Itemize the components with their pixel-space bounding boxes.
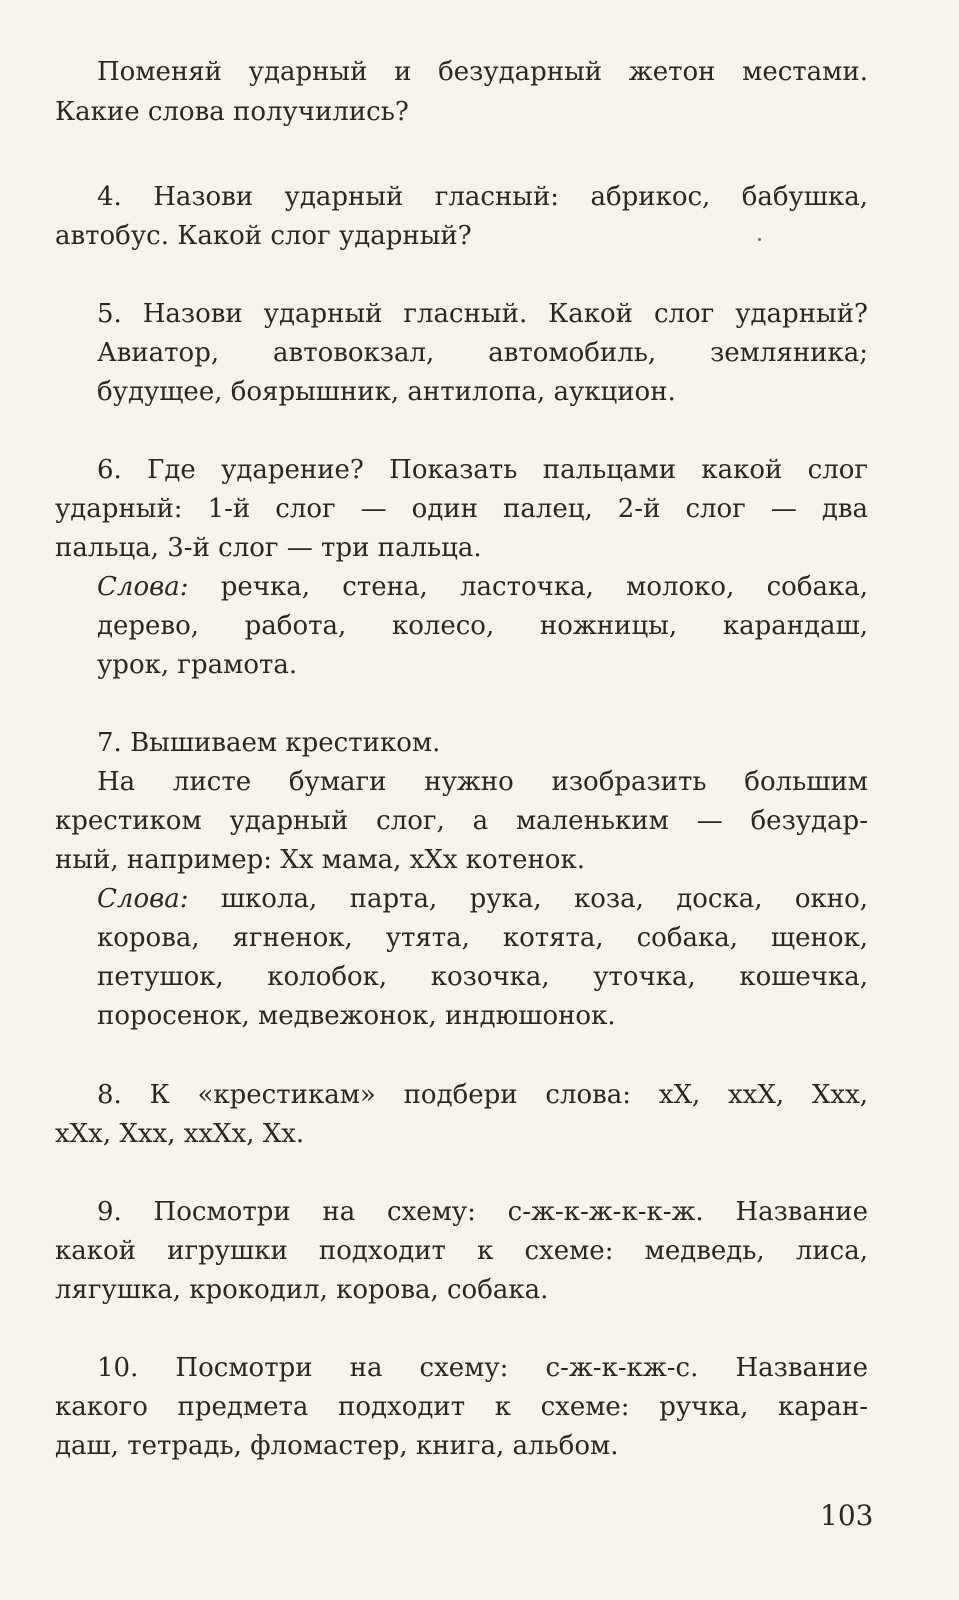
task-10-line: какого предмета подходит к схеме: ручка, каран- <box>55 1392 868 1422</box>
print-speck <box>758 238 761 241</box>
task-10-line: 10. Посмотри на схему: с-ж-к-кж-с. Название <box>97 1353 868 1383</box>
task-7-line: поросенок, медвежонок, индюшонок. <box>97 1001 616 1031</box>
task-7-words-line <box>0 877 959 921</box>
task-7-line: На листе бумаги нужно изобразить большим <box>97 767 868 797</box>
task-6-words-line <box>0 565 959 609</box>
task-8-line: хХх, Ххх, ххХх, Хх. <box>55 1119 305 1149</box>
task-4-line: автобус. Какой слог ударный? <box>55 221 472 251</box>
words-label: Слова: <box>97 884 189 914</box>
words-list: школа, парта, рука, коза, доска, окно, <box>188 884 868 914</box>
task-6-line: 6. Где ударение? Показать пальцами какой слог <box>97 455 868 485</box>
task-7-line: ный, например: Хх мама, хХх котенок. <box>55 845 585 875</box>
words-label: Слова: <box>97 572 189 602</box>
task-10-line: даш, тетрадь, фломастер, книга, альбом. <box>55 1431 619 1461</box>
task-8-line: 8. К «крестикам» подбери слова: хХ, ххХ, Ххх, <box>97 1080 868 1110</box>
task-6-line: урок, грамота. <box>97 650 298 680</box>
task-7-line: корова, ягненок, утята, котята, собака, щенок, <box>97 923 868 953</box>
task-4-line: 4. Назови ударный гласный: абрикос, бабушка, <box>97 182 868 212</box>
task-7-line: 7. Вышиваем крестиком. <box>97 728 441 758</box>
text-line: Какие слова получились? <box>55 97 409 127</box>
task-5-line: Авиатор, автовокзал, автомобиль, земляника; <box>97 338 868 368</box>
task-5-line: 5. Назови ударный гласный. Какой слог ударный? <box>97 299 868 329</box>
task-9-line: лягушка, крокодил, корова, собака. <box>55 1275 549 1305</box>
task-6-line: дерево, работа, колесо, ножницы, карандаш, <box>97 611 868 641</box>
task-5-line: будущее, боярышник, антилопа, аукцион. <box>97 377 676 407</box>
task-9-line: какой игрушки подходит к схеме: медведь, лиса, <box>55 1236 868 1266</box>
task-9-line: 9. Посмотри на схему: с-ж-к-ж-к-к-ж. Название <box>97 1197 868 1227</box>
words-list: речка, стена, ласточка, молоко, собака, <box>188 572 868 602</box>
task-7-line: крестиком ударный слог, а маленьким — безудар- <box>55 806 868 836</box>
page-number: 103 <box>820 1499 874 1532</box>
task-6-line: ударный: 1-й слог — один палец, 2-й слог — два <box>55 494 868 524</box>
task-6-line: пальца, 3-й слог — три пальца. <box>55 533 482 563</box>
task-7-line: петушок, колобок, козочка, уточка, кошечка, <box>97 962 868 992</box>
text-line: Поменяй ударный и безударный жетон местами. <box>97 57 868 87</box>
